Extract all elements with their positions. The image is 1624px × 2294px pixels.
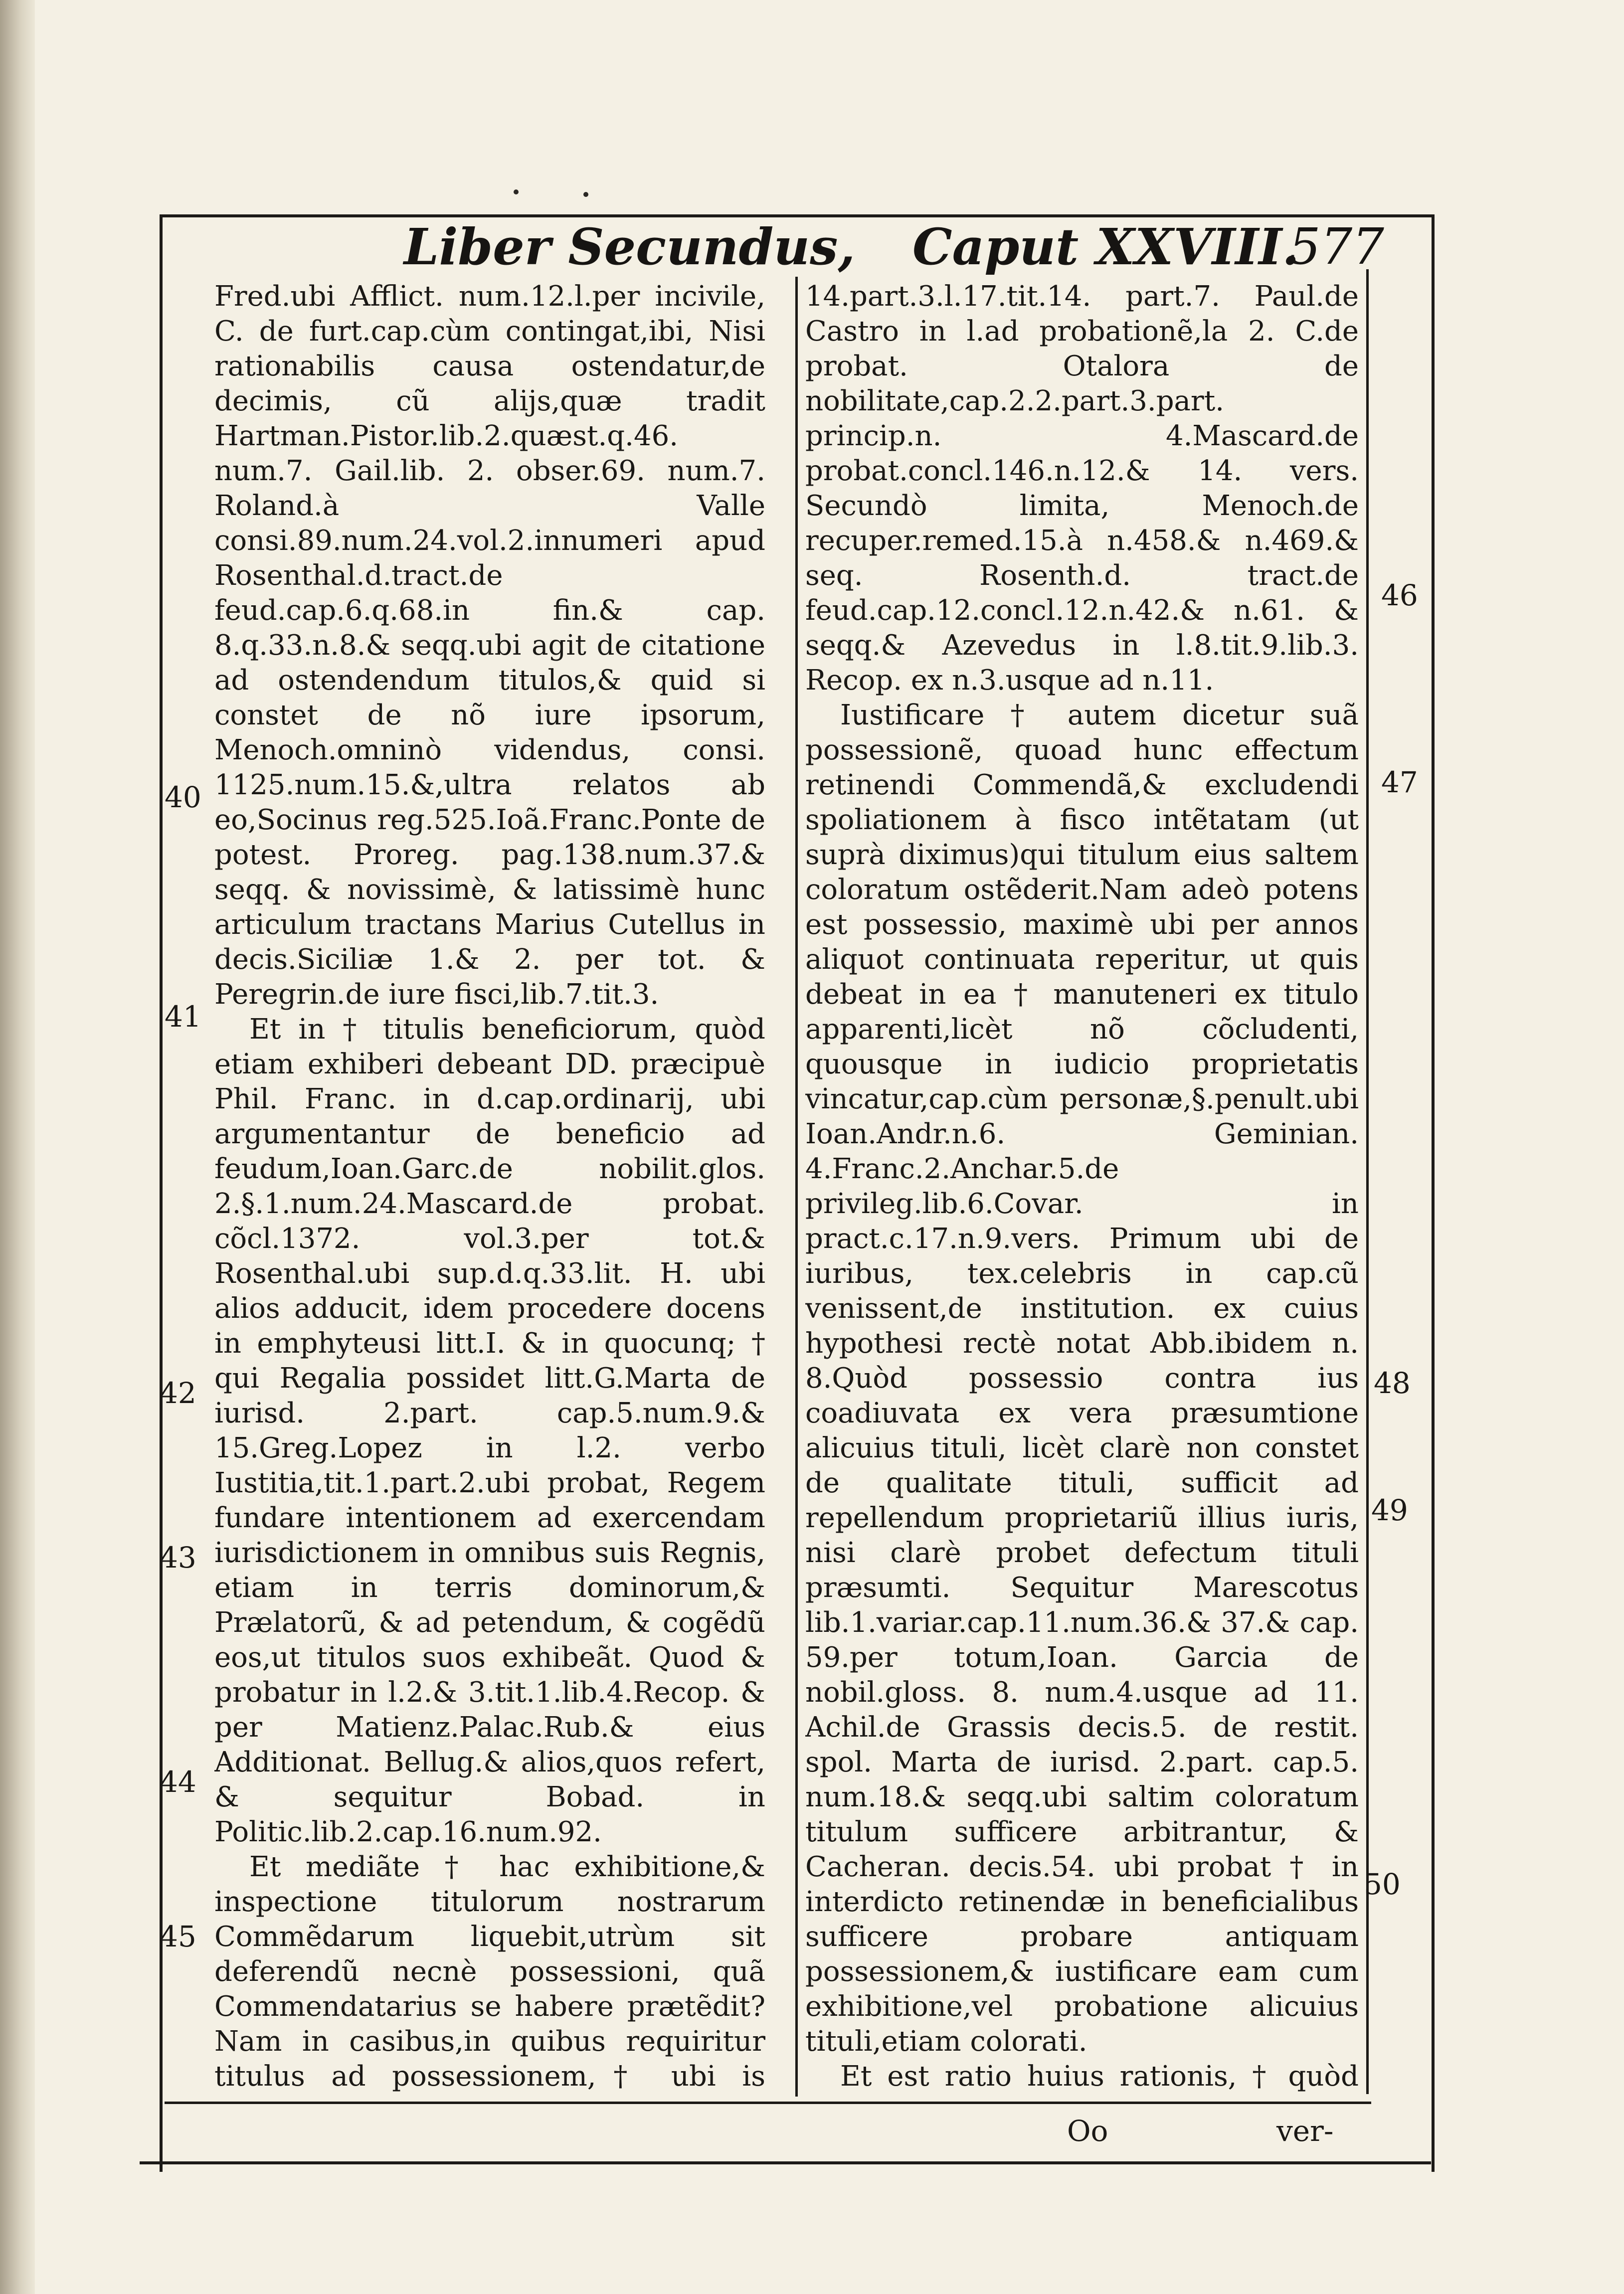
margin-number: 49 [1371, 1493, 1408, 1527]
margin-number: 42 [160, 1376, 196, 1410]
margin-number: 43 [160, 1541, 196, 1575]
paragraph: Et mediãte † hac exhibitione,& inspectione titulorum nostrarum Commẽdarum liquebit,utrùm sit deferendũ necnè possessioni, quã Commendatarius se habere prætẽdit?Nam in casibus,in quibus requiritur titulus ad possessionem,† ubi is [214, 1851, 765, 2093]
margin-number: 40 [165, 780, 201, 814]
right-column-rule [1366, 269, 1369, 2094]
signature-mark: Oo [1067, 2114, 1108, 2148]
running-head-left: Liber Secundus, [404, 217, 856, 276]
margin-number: 48 [1374, 1366, 1411, 1400]
left-text-column [214, 279, 765, 2094]
margin-number: 41 [165, 1000, 201, 1034]
paragraph: Et est ratio huius rationis, † quòd [840, 2060, 1359, 2093]
ink-dot [583, 192, 588, 197]
paragraph: 14.part.3.l.17.tit.14. part.7. Paul.de Castro in l.ad probationẽ,la 2. C.de probat. Otalora de nobilitate,cap.2.2.part.3.part. princip.n. 4.Mascard.de probat.concl.146.n.12.& 14. vers. Secundò limita, Menoch.de recuper.remed.15.à n.458.& n.469.& seq. Rosenth.d. tract.de feud.cap.12.concl.12.n.42.& n.61. & seqq.& Azevedus in l.8.tit.9.lib.3. Recop. ex n.3.usque ad n.11. [805, 280, 1359, 697]
running-head-right: Caput XXVIII. [912, 217, 1299, 276]
margin-number: 50 [1364, 1867, 1401, 1901]
margin-number: 44 [160, 1765, 196, 1799]
book-gutter [0, 0, 35, 2294]
margin-number: 45 [160, 1920, 196, 1953]
column-divider [795, 277, 798, 2097]
right-text-column [805, 279, 1359, 2094]
paragraph: Fred.ubi Afflict. num.12.l.per incivile, C. de furt.cap.cùm contingat,ibi, Nisi rationabilis causa ostendatur,de decimis, cũ alijs,quæ tradit Hartman.Pistor.lib.2.quæst.q.46. num.7. Gail.lib. 2. obser.69. num.7. Roland.à Valle consi.89.num.24.vol.2.innumeri apud Rosenthal.d.tract.de feud.cap.6.q.68.in fin.& cap. 8.q.33.n.8.& seqq.ubi agit de citatione ad ostendendum titulos,& quid si constet de nõ iure ipsorum, Menoch.omninò videndus, consi. 1125.num.15.&,ultra relatos ab eo,Socinus reg.525.Ioã.Franc.Ponte de potest. Proreg. pag.138.num.37.& seqq. & novissimè, & latissimè hunc articulum tractans Marius Cutellus in decis.Siciliæ 1.& 2. per tot. & Peregrin.de iure fisci,lib.7.tit.3. [214, 280, 765, 1011]
footer-rule [165, 2102, 1371, 2104]
frame-bottom-rule [140, 2161, 1431, 2164]
paragraph: Et in † titulis beneficiorum, quòd etiam exhiberi debeant DD. præcipuè Phil. Franc. in d.cap.ordinarij, ubi argumentantur de beneficio ad feudum,Ioan.Garc.de nobilit.glos. 2.§.1.num.24.Mascard.de probat. cõcl.1372. vol.3.per tot.& Rosenthal.ubi sup.d.q.33.lit. H. ubi alios adducit, idem procedere docens in emphyteusi litt.I. & in quocunq; † qui Regalia possidet litt.G.Marta de iurisd. 2.part. cap.5.num.9.& 15.Greg.Lopez in l.2. verbo Iustitia,tit.1.part.2.ubi probat, Regem fundare intentionem ad exercendam iurisdictionem in omnibus suis Regnis, etiam in terris dominorum,& Prælatorũ, & ad petendum, & cogẽdũ eos,ut titulos suos exhibeãt. Quod & probatur in l.2.& 3.tit.1.lib.4.Recop. & per Matienz.Palac.Rub.& eius Additionat. Bellug.& alios,quos refert, & sequitur Bobad. in Politic.lib.2.cap.16.num.92. [214, 1013, 765, 1848]
margin-number: 47 [1381, 765, 1418, 799]
paragraph: Iustificare † autem dicetur suã possessionẽ, quoad hunc effectum retinendi Commendã,& excludendi spoliationem à fisco intẽtatam (ut suprà diximus)qui titulum eius saltem coloratum ostẽderit.Nam adeò potens est possessio, maximè ubi per annos aliquot continuata reperitur, ut quis debeat in ea † manuteneri ex titulo apparenti,licèt nõ cõcludenti, quousque in iudicio proprietatis vincatur,cap.cùm personæ,§.penult.ubi Ioan.Andr.n.6. Geminian. 4.Franc.2.Anchar.5.de privileg.lib.6.Covar. in pract.c.17.n.9.vers. Primum ubi de iuribus, tex.celebris in cap.cũ venissent,de institution. ex cuius hypothesi rectè notat Abb.ibidem n. 8.Quòd possessio contra ius coadiuvata ex vera præsumtione alicuius tituli, licèt clarè non constet de qualitate tituli, sufficit ad repellendum proprietariũ illius iuris, nisi clarè probet defectum tituli præsumti. Sequitur Marescotus lib.1.variar.cap.11.num.36.& 37.& cap. 59.per totum,Ioan. Garcia de nobil.gloss. 8. num.4.usque ad 11. Achil.de Grassis decis.5. de restit. spol. Marta de iurisd. 2.part. cap.5. num.18.& seqq.ubi saltim coloratum titulum sufficere arbitrantur, & Cacheran. decis.54. ubi probat † in interdicto retinendæ in beneficialibus sufficere probare antiquam possessionem,& iustificare eam cum exhibitione,vel probatione alicuius tituli,etiam colorati. [805, 699, 1359, 2058]
margin-number: 46 [1381, 578, 1418, 612]
ink-dot [514, 189, 519, 194]
catchword: ver- [1276, 2114, 1334, 2148]
page-number: 577 [1289, 217, 1384, 276]
